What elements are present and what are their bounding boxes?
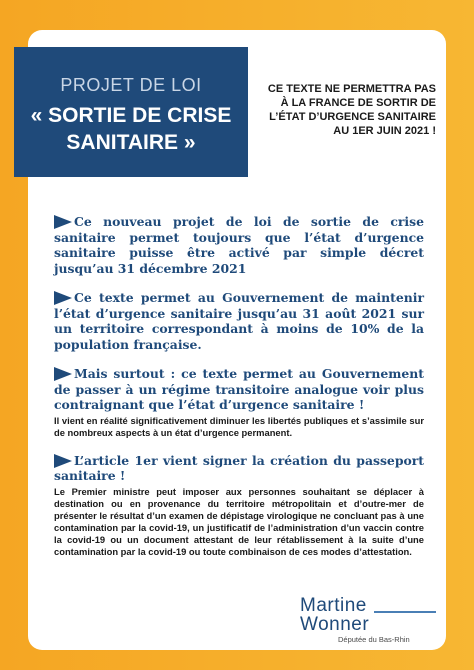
section-block <box>54 366 424 439</box>
section-detail: Il vient en réalité significativement diminuer les libertés publiques et s’assimile sur de nombreux aspects à un état d’urgence permanent. <box>54 414 424 438</box>
arrow-right-icon <box>54 215 72 229</box>
signature-first-name: Martine <box>300 595 367 616</box>
notice-line-3: L’ÉTAT D’URGENCE SANITAIRE <box>269 111 436 123</box>
title-line-2: SANITAIRE » <box>66 131 196 154</box>
section-block <box>54 453 424 558</box>
content <box>54 214 424 572</box>
section-block <box>54 214 424 276</box>
title-main <box>14 102 248 156</box>
signature-last-name: Wonner <box>300 614 370 635</box>
title-subtitle: PROJET DE LOI <box>60 75 202 95</box>
signature-rule <box>374 611 436 613</box>
notice-line-2: À LA FRANCE DE SORTIR DE <box>280 97 436 109</box>
section-detail: Le Premier ministre peut imposer aux personnes souhaitant se déplacer à destination ou en provenance du territoire métropolitain et d’outre-mer de présenter le résultat d’un examen de dépistage virologique ne concluant pas à une contamination par la covid-19, un justificatif de l’administration d’un vaccin contre la covid-19 ou un document attestant de leur rétablissement à la suite d’une contamination par la covid-19 ou toute combinaison de ces modes d’attestation. <box>54 485 424 557</box>
notice-text <box>234 82 436 138</box>
title-line-1: « SORTIE DE CRISE <box>30 104 232 127</box>
arrow-right-icon <box>54 291 72 305</box>
signature-logo <box>300 596 440 644</box>
section-lead: Mais surtout : ce texte permet au Gouvernement de passer à un régime transitoire analogue voir plus contraignant que l’état d’urgence sanitaire ! <box>54 366 424 412</box>
signature-role: Députée du Bas-Rhin <box>338 635 410 644</box>
title-box <box>14 47 248 177</box>
section-lead: L’article 1er vient signer la création du passeport sanitaire ! <box>54 452 424 483</box>
arrow-right-icon <box>54 454 72 468</box>
notice-line-1: CE TEXTE NE PERMETTRA PAS <box>267 83 436 95</box>
arrow-right-icon <box>54 367 72 381</box>
notice-line-4: AU 1ER JUIN 2021 ! <box>333 125 436 137</box>
section-block <box>54 290 424 352</box>
section-lead: Ce texte permet au Gouvernement de maintenir l’état d’urgence sanitaire jusqu’au 31 août 2021 sur un territoire correspondant à moins de 10% de la population française. <box>54 290 424 352</box>
section-lead: Ce nouveau projet de loi de sortie de crise sanitaire permet toujours que l’état d’urgence sanitaire puisse être activé par simple décret jusqu’au 31 décembre 2021 <box>54 214 424 276</box>
